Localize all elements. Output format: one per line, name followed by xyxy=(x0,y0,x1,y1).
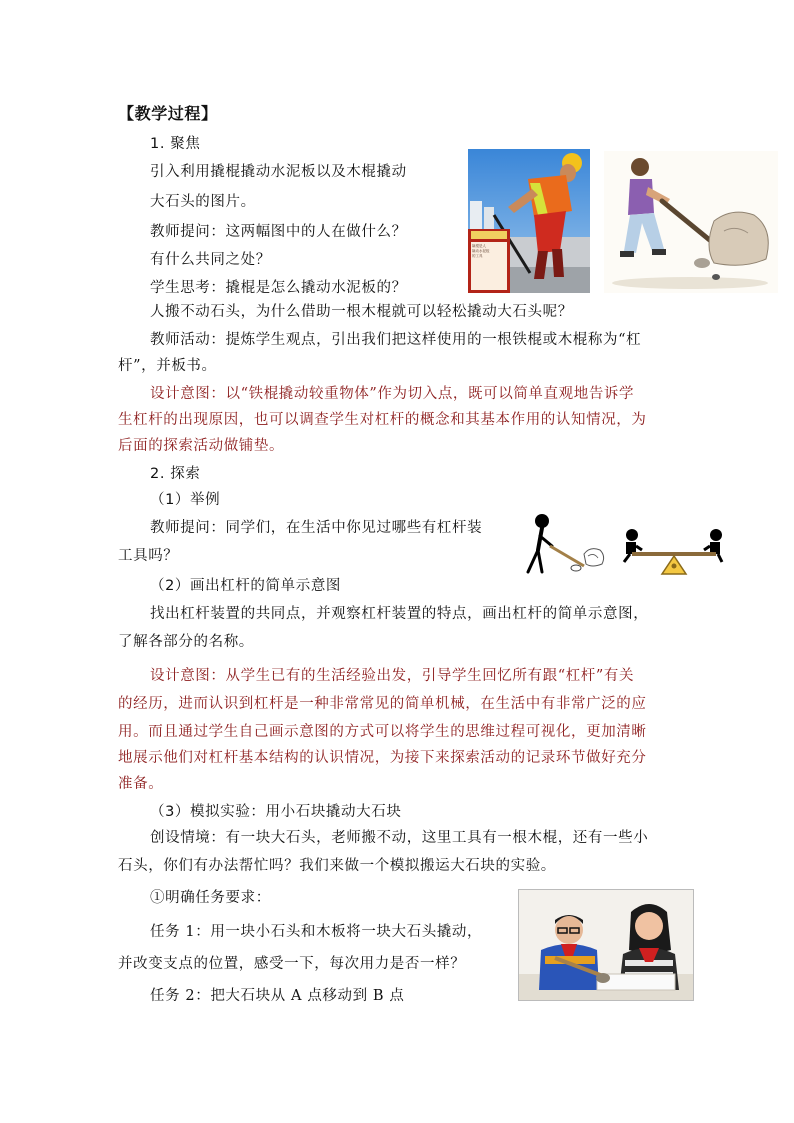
text-line: 学生思考：撬棍是怎么撬动水泥板的？ xyxy=(150,280,407,296)
text-line: 工具吗？ xyxy=(118,548,179,564)
design-intent-line: 生杠杆的出现原因，也可以调查学生对杠杆的概念和其基本作用的认知情况，为 xyxy=(118,412,647,428)
photo-caption-line: 撬动水泥板 xyxy=(472,249,490,253)
design-intent-line: 用。而且通过学生自己画示意图的方式可以将学生的思维过程可视化，更加清晰 xyxy=(118,724,647,740)
text-line: 任务 2：把大石块从 A 点移动到 B 点 xyxy=(150,988,405,1004)
design-intent-line: 的经历，进而认识到杠杆是一种非常常见的简单机械，在生活中有非常广泛的应 xyxy=(118,696,647,712)
text-line: 有什么共同之处？ xyxy=(150,252,271,268)
text-line: 任务 1：用一块小石头和木板将一块大石头撬动， xyxy=(150,924,483,940)
children-experiment-photo xyxy=(518,889,694,1001)
seesaw-icon xyxy=(622,528,726,578)
text-line: 石头，你们有办法帮忙吗？我们来做一个模拟搬运大石块的实验。 xyxy=(118,858,556,874)
subheading-examples: （1）举例 xyxy=(150,492,221,508)
text-line: 了解各部分的名称。 xyxy=(118,634,254,650)
text-line: 教师活动：提炼学生观点，引出我们把这样使用的一根铁棍或木棍称为“杠 xyxy=(150,332,642,348)
text-line: 人搬不动石头，为什么借助一根木棍就可以轻松撬动大石头呢？ xyxy=(150,304,573,320)
subheading-diagram: （2）画出杠杆的简单示意图 xyxy=(150,578,342,594)
text-line: 创设情境：有一块大石头，老师搬不动，这里工具有一根木棍，还有一些小 xyxy=(150,830,649,846)
design-intent-line: 地展示他们对杠杆基本结构的认识情况，为接下来探索活动的记录环节做好充分 xyxy=(118,750,647,766)
text-line: 并改变支点的位置，感受一下，每次用力是否一样？ xyxy=(118,956,466,972)
text-line: 教师提问：同学们，在生活中你见过哪些有杠杆装 xyxy=(150,520,483,536)
section-title: 【教学过程】 xyxy=(118,104,218,123)
text-line: ①明确任务要求： xyxy=(150,890,271,906)
photo-caption-line: 的工具 xyxy=(472,254,483,258)
design-intent-line: 准备。 xyxy=(118,776,164,792)
heading-explore: 2. 探索 xyxy=(150,466,201,482)
text-line: 大石头的图片。 xyxy=(150,194,256,210)
text-line: 杆”，并板书。 xyxy=(118,358,217,374)
text-line: 找出杠杆装置的共同点，并观察杠杆装置的特点，画出杠杆的简单示意图， xyxy=(150,606,649,622)
design-intent-line: 设计意图：以“铁棍撬动较重物体”作为切入点，既可以简单直观地告诉学 xyxy=(150,386,635,402)
design-intent-line: 后面的探索活动做铺垫。 xyxy=(118,438,285,454)
text-line: 引入利用撬棍撬动水泥板以及木棍撬动 xyxy=(150,164,407,180)
stick-prying-rock-illustration xyxy=(604,151,778,293)
photo-caption-line: 撬棍是人 xyxy=(472,244,486,248)
heading-focus: 1. 聚焦 xyxy=(150,136,201,152)
design-intent-line: 设计意图：从学生已有的生活经验出发，引导学生回忆所有跟“杠杆”有关 xyxy=(150,668,635,684)
subheading-experiment: （3）模拟实验：用小石块撬动大石块 xyxy=(150,804,402,820)
stick-figure-lever-icon xyxy=(520,512,616,578)
worker-crowbar-photo xyxy=(468,149,590,293)
text-line: 教师提问：这两幅图中的人在做什么？ xyxy=(150,224,407,240)
